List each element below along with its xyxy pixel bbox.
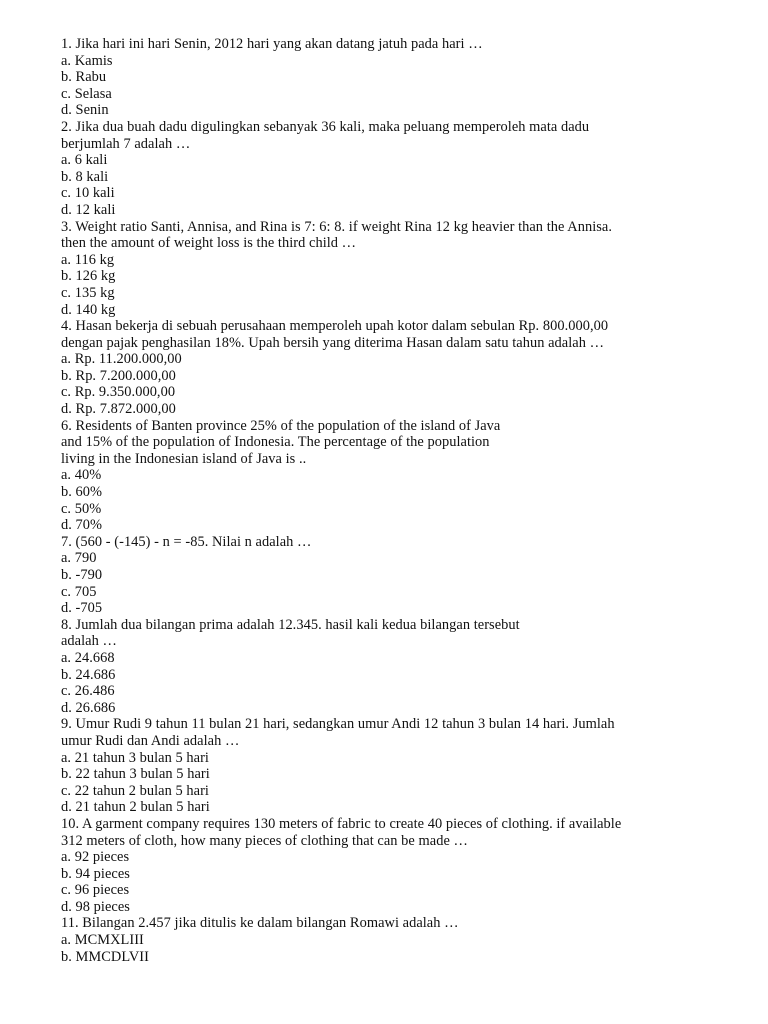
question-text-line: living in the Indonesian island of Java is ..	[61, 450, 307, 467]
answer-option: d. Senin	[61, 102, 109, 119]
answer-option: c. 10 kali	[61, 185, 115, 202]
answer-option: b. 60%	[61, 484, 103, 501]
question-text-line: 6. Residents of Banten province 25% of the population of the island of Java	[61, 417, 501, 434]
answer-option: c. 50%	[61, 500, 102, 517]
answer-option: a. 24.668	[61, 649, 115, 666]
answer-option: b. 126 kg	[61, 268, 116, 285]
document-body	[61, 36, 751, 965]
answer-option: c. 22 tahun 2 bulan 5 hari	[61, 782, 209, 799]
answer-option: b. 24.686	[61, 666, 116, 683]
question-text-line: adalah …	[61, 633, 117, 650]
question-text-line: 2. Jika dua buah dadu digulingkan sebanyak 36 kali, maka peluang memperoleh mata dadu	[61, 118, 590, 135]
question-text-line: berjumlah 7 adalah …	[61, 135, 191, 152]
answer-option: c. Selasa	[61, 85, 112, 102]
answer-option: b. MMCDLVII	[61, 948, 149, 965]
question-text-line: 10. A garment company requires 130 meters of fabric to create 40 pieces of clothing. if available	[61, 815, 622, 832]
question-text-line: then the amount of weight loss is the third child …	[61, 235, 357, 252]
question-text-line: 7. (560 - (-145) - n = -85. Nilai n adalah …	[61, 533, 312, 550]
answer-option: a. Kamis	[61, 52, 113, 69]
answer-option: d. 98 pieces	[61, 898, 130, 915]
answer-option: d. 12 kali	[61, 201, 116, 218]
answer-option: c. Rp. 9.350.000,00	[61, 384, 176, 401]
answer-option: d. -705	[61, 600, 103, 617]
answer-option: d. 21 tahun 2 bulan 5 hari	[61, 799, 210, 816]
answer-option: d. 26.686	[61, 699, 116, 716]
answer-option: a. 790	[61, 550, 97, 567]
question-text-line: 9. Umur Rudi 9 tahun 11 bulan 21 hari, sedangkan umur Andi 12 tahun 3 bulan 14 hari. Jumlah	[61, 716, 615, 733]
question-text-line: 11. Bilangan 2.457 jika ditulis ke dalam bilangan Romawi adalah …	[61, 915, 459, 932]
answer-option: a. 40%	[61, 467, 102, 484]
answer-option: d. 140 kg	[61, 301, 116, 318]
answer-option: b. 22 tahun 3 bulan 5 hari	[61, 766, 210, 783]
answer-option: b. Rp. 7.200.000,00	[61, 367, 176, 384]
question-text-line: umur Rudi dan Andi adalah …	[61, 732, 240, 749]
question-text-line: 4. Hasan bekerja di sebuah perusahaan memperoleh upah kotor dalam sebulan Rp. 800.000,00	[61, 318, 609, 335]
answer-option: a. Rp. 11.200.000,00	[61, 351, 182, 368]
answer-option: d. 70%	[61, 517, 103, 534]
answer-option: c. 26.486	[61, 683, 115, 700]
question-text-line: 1. Jika hari ini hari Senin, 2012 hari yang akan datang jatuh pada hari …	[61, 36, 483, 52]
answer-option: c. 705	[61, 583, 97, 600]
answer-option: b. -790	[61, 567, 103, 583]
answer-option: a. 21 tahun 3 bulan 5 hari	[61, 749, 209, 766]
answer-option: a. 92 pieces	[61, 849, 130, 866]
answer-option: c. 135 kg	[61, 284, 115, 301]
answer-option: d. Rp. 7.872.000,00	[61, 401, 176, 418]
answer-option: a. 6 kali	[61, 152, 108, 169]
answer-option: b. 94 pieces	[61, 865, 130, 882]
question-text-line: 312 meters of cloth, how many pieces of clothing that can be made …	[61, 832, 468, 849]
question-text-line: dengan pajak penghasilan 18%. Upah bersih yang diterima Hasan dalam satu tahun adalah …	[61, 334, 605, 351]
answer-option: b. 8 kali	[61, 168, 109, 185]
answer-option: b. Rabu	[61, 69, 107, 86]
answer-option: c. 96 pieces	[61, 882, 130, 899]
question-text-line: and 15% of the population of Indonesia. The percentage of the population	[61, 434, 490, 451]
answer-option: a. MCMXLIII	[61, 932, 144, 949]
question-text-line: 8. Jumlah dua bilangan prima adalah 12.345. hasil kali kedua bilangan tersebut	[61, 616, 520, 633]
question-text-line: 3. Weight ratio Santi, Annisa, and Rina is 7: 6: 8. if weight Rina 12 kg heavier than the Annisa.	[61, 218, 612, 235]
answer-option: a. 116 kg	[61, 251, 115, 268]
